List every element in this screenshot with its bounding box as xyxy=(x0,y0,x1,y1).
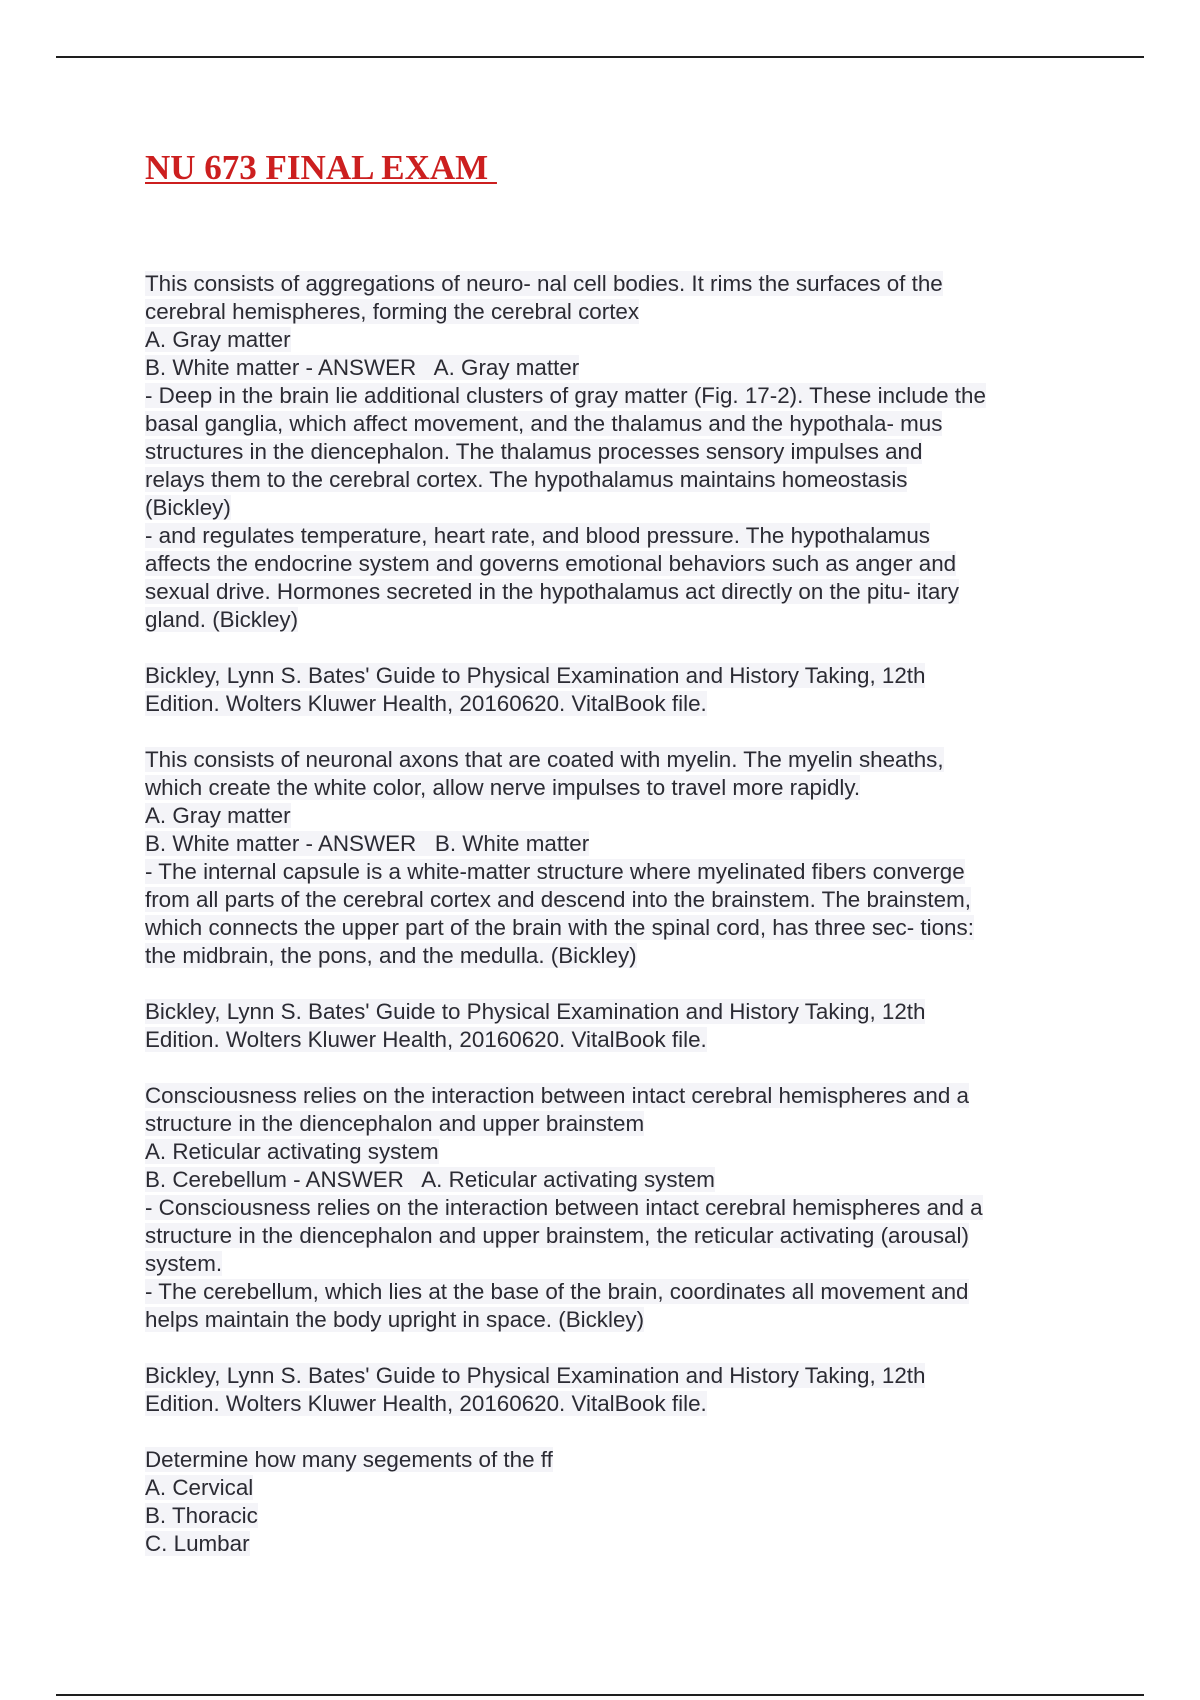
text-line-content: helps maintain the body upright in space. (Bickley) xyxy=(145,1307,645,1332)
text-line-content: This consists of neuronal axons that are coated with myelin. The myelin sheaths, xyxy=(145,747,944,772)
text-line-content: Bickley, Lynn S. Bates' Guide to Physical Examination and History Taking, 12th xyxy=(145,663,926,688)
text-line xyxy=(145,802,1065,830)
text-line xyxy=(145,914,1065,942)
text-line-content: B. White matter - ANSWER A. Gray matter xyxy=(145,355,580,380)
text-line-content: B. Thoracic xyxy=(145,1503,258,1528)
document-blocks xyxy=(145,270,1065,1558)
text-line-content: structures in the diencephalon. The thalamus processes sensory impulses and xyxy=(145,439,923,464)
text-line xyxy=(145,1502,1065,1530)
text-line-content: - Consciousness relies on the interaction between intact cerebral hemispheres and a xyxy=(145,1195,983,1220)
text-line xyxy=(145,662,1065,690)
text-block xyxy=(145,1362,1065,1418)
text-line-content: structure in the diencephalon and upper brainstem, the reticular activating (arousal) xyxy=(145,1223,969,1248)
text-line-content: Edition. Wolters Kluwer Health, 20160620. VitalBook file. xyxy=(145,1027,707,1052)
text-line-content: Bickley, Lynn S. Bates' Guide to Physical Examination and History Taking, 12th xyxy=(145,999,926,1024)
text-line-content: This consists of aggregations of neuro- nal cell bodies. It rims the surfaces of the xyxy=(145,271,943,296)
text-line-content: basal ganglia, which affect movement, and the thalamus and the hypothala- mus xyxy=(145,411,943,436)
text-line xyxy=(145,886,1065,914)
text-line xyxy=(145,1474,1065,1502)
text-line xyxy=(145,438,1065,466)
text-line-content: Edition. Wolters Kluwer Health, 20160620. VitalBook file. xyxy=(145,691,707,716)
text-line-content: Consciousness relies on the interaction between intact cerebral hemispheres and a xyxy=(145,1083,969,1108)
text-line xyxy=(145,1250,1065,1278)
text-line-content: - and regulates temperature, heart rate, and blood pressure. The hypothalamus xyxy=(145,523,930,548)
text-block xyxy=(145,1446,1065,1558)
text-line-content: from all parts of the cerebral cortex and descend into the brainstem. The brainstem, xyxy=(145,887,971,912)
text-line xyxy=(145,1194,1065,1222)
top-rule xyxy=(56,56,1144,58)
text-line xyxy=(145,298,1065,326)
text-line-content: which create the white color, allow nerve impulses to travel more rapidly. xyxy=(145,775,861,800)
text-line xyxy=(145,270,1065,298)
text-line-content: cerebral hemispheres, forming the cerebral cortex xyxy=(145,299,640,324)
text-line xyxy=(145,1530,1065,1558)
text-line xyxy=(145,466,1065,494)
text-line-content: Edition. Wolters Kluwer Health, 20160620. VitalBook file. xyxy=(145,1391,707,1416)
bottom-rule xyxy=(56,1694,1144,1696)
text-line-content: affects the endocrine system and governs emotional behaviors such as anger and xyxy=(145,551,957,576)
text-line xyxy=(145,326,1065,354)
text-line xyxy=(145,942,1065,970)
text-line-content: Determine how many segements of the ff xyxy=(145,1447,553,1472)
text-line xyxy=(145,1166,1065,1194)
text-line-content: which connects the upper part of the brain with the spinal cord, has three sec- tions: xyxy=(145,915,974,940)
text-line-content: system. xyxy=(145,1251,223,1276)
text-line-content: Bickley, Lynn S. Bates' Guide to Physical Examination and History Taking, 12th xyxy=(145,1363,926,1388)
text-line xyxy=(145,1110,1065,1138)
text-line xyxy=(145,1306,1065,1334)
text-line-content: C. Lumbar xyxy=(145,1531,250,1556)
text-line-content: A. Gray matter xyxy=(145,327,291,352)
text-line xyxy=(145,1362,1065,1390)
text-line xyxy=(145,494,1065,522)
text-line xyxy=(145,1138,1065,1166)
text-line xyxy=(145,410,1065,438)
text-block xyxy=(145,998,1065,1054)
text-line-content: gland. (Bickley) xyxy=(145,607,299,632)
text-line-content: - The internal capsule is a white-matter structure where myelinated fibers converge xyxy=(145,859,965,884)
text-line xyxy=(145,354,1065,382)
text-block xyxy=(145,270,1065,634)
text-line-content: structure in the diencephalon and upper brainstem xyxy=(145,1111,645,1136)
text-line xyxy=(145,858,1065,886)
text-line-content: B. White matter - ANSWER B. White matter xyxy=(145,831,590,856)
text-line xyxy=(145,1390,1065,1418)
text-line xyxy=(145,1278,1065,1306)
text-block xyxy=(145,746,1065,970)
text-block xyxy=(145,1082,1065,1334)
text-line xyxy=(145,746,1065,774)
text-line-content: sexual drive. Hormones secreted in the hypothalamus act directly on the pitu- itary xyxy=(145,579,959,604)
text-line-content: B. Cerebellum - ANSWER A. Reticular activating system xyxy=(145,1167,715,1192)
text-line xyxy=(145,1446,1065,1474)
text-line-content: relays them to the cerebral cortex. The hypothalamus maintains homeostasis xyxy=(145,467,908,492)
text-line xyxy=(145,578,1065,606)
text-line xyxy=(145,998,1065,1026)
document-title: NU 673 FINAL EXAM xyxy=(145,148,497,187)
text-line-content: A. Cervical xyxy=(145,1475,254,1500)
text-line xyxy=(145,382,1065,410)
text-line-content: A. Gray matter xyxy=(145,803,291,828)
text-line xyxy=(145,690,1065,718)
text-line xyxy=(145,830,1065,858)
text-line xyxy=(145,550,1065,578)
text-line xyxy=(145,1026,1065,1054)
text-line-content: the midbrain, the pons, and the medulla. (Bickley) xyxy=(145,943,637,968)
text-line xyxy=(145,1222,1065,1250)
text-line xyxy=(145,774,1065,802)
text-line-content: - Deep in the brain lie additional clusters of gray matter (Fig. 17-2). These include the xyxy=(145,383,986,408)
text-line xyxy=(145,522,1065,550)
text-line-content: - The cerebellum, which lies at the base of the brain, coordinates all movement and xyxy=(145,1279,969,1304)
text-line xyxy=(145,606,1065,634)
text-block xyxy=(145,662,1065,718)
text-line-content: (Bickley) xyxy=(145,495,231,520)
document-body xyxy=(145,146,1065,1586)
text-line xyxy=(145,1082,1065,1110)
text-line-content: A. Reticular activating system xyxy=(145,1139,439,1164)
